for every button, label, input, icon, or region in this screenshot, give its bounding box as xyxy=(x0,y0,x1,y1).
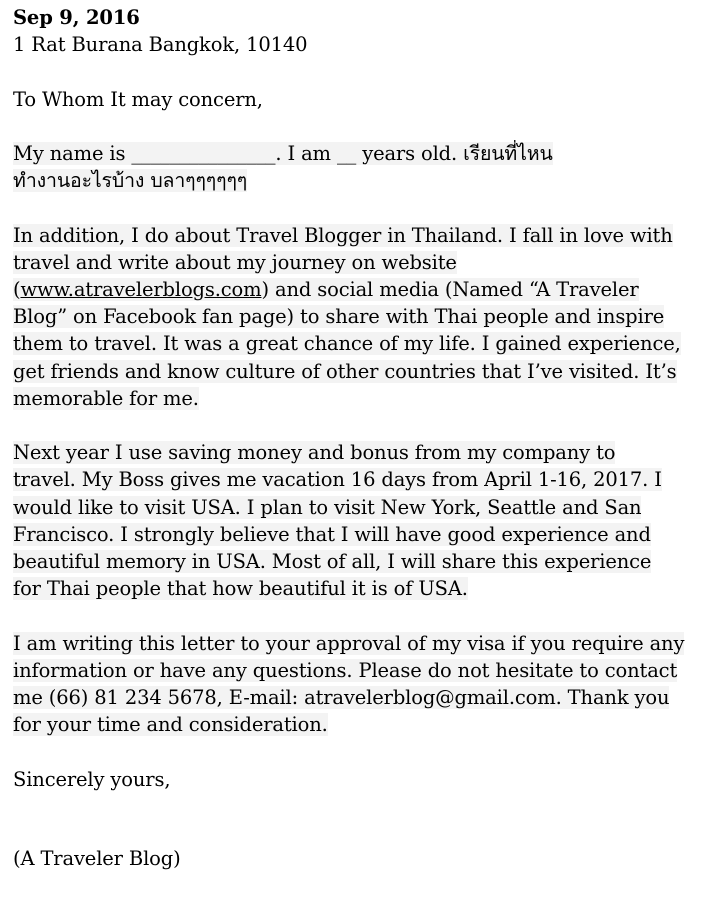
closing-line xyxy=(13,766,718,793)
salutation-line xyxy=(13,86,718,113)
paragraph-line: would like to visit USA. I plan to visit New York, Seattle and San xyxy=(13,495,642,519)
closing: Sincerely yours, xyxy=(13,767,171,791)
spacer xyxy=(13,738,718,765)
paragraph-line: them to travel. It was a great chance of my life. I gained experience, xyxy=(13,332,681,356)
spacer xyxy=(13,412,718,439)
paragraph-line: travel and write about my journey on website xyxy=(13,250,457,274)
paragraph-text: ) and social media (Named “A Traveler xyxy=(261,277,639,301)
travel-plan-paragraph xyxy=(13,439,718,602)
paragraph-line: In addition, I do about Travel Blogger in Thailand. I fall in love with xyxy=(13,223,673,247)
letter-date: Sep 9, 2016 xyxy=(13,6,140,29)
blogger-paragraph xyxy=(13,222,718,412)
website-link[interactable]: www.atravelerblogs.com xyxy=(20,277,262,301)
paragraph-line: memorable for me. xyxy=(13,386,199,410)
signature-space xyxy=(13,793,718,845)
paren-open: ( xyxy=(13,277,21,301)
paragraph-line: Next year I use saving money and bonus from my company to xyxy=(13,441,616,465)
paragraph-line: beautiful memory in USA. Most of all, I will share this experience xyxy=(13,550,652,573)
sender-address: 1 Rat Burana Bangkok, 10140 xyxy=(13,33,308,57)
paragraph-line: Blog” on Facebook fan page) to share with Thai people and inspire xyxy=(13,305,665,329)
letter-header xyxy=(13,4,718,31)
paragraph-line: for Thai people that how beautiful it is of USA. xyxy=(13,577,468,601)
paragraph-line: travel. My Boss gives me vacation 16 days from April 1-16, 2017. I xyxy=(13,468,662,492)
spacer xyxy=(13,602,718,629)
signature: (A Traveler Blog) xyxy=(13,846,181,870)
salutation: To Whom It may concern, xyxy=(13,87,263,111)
intro-paragraph xyxy=(13,140,718,194)
paragraph-line: for your time and consideration. xyxy=(13,713,328,737)
intro-line: My name is _______________. I am __ years old. เรียนที่ไหน xyxy=(13,141,553,165)
spacer xyxy=(13,113,718,140)
paragraph-line: information or have any questions. Please do not hesitate to contact xyxy=(13,658,678,682)
paragraph-line: Francisco. I strongly believe that I will have good experience and xyxy=(13,522,651,546)
spacer xyxy=(13,194,718,221)
signature-line xyxy=(13,845,718,872)
paragraph-line: me (66) 81 234 5678, E-mail: atravelerblog@gmail.com. Thank you xyxy=(13,686,670,709)
letter-body xyxy=(13,4,718,872)
intro-line: ทำงานอะไรบ้าง บลาๆๆๆๆๆๆ xyxy=(13,169,248,193)
request-paragraph xyxy=(13,630,718,739)
spacer xyxy=(13,58,718,85)
sender-address-line xyxy=(13,31,718,58)
paragraph-line xyxy=(13,278,639,301)
paragraph-line: get friends and know culture of other countries that I’ve visited. It’s xyxy=(13,359,677,383)
paragraph-line: I am writing this letter to your approval of my visa if you require any xyxy=(13,631,685,655)
